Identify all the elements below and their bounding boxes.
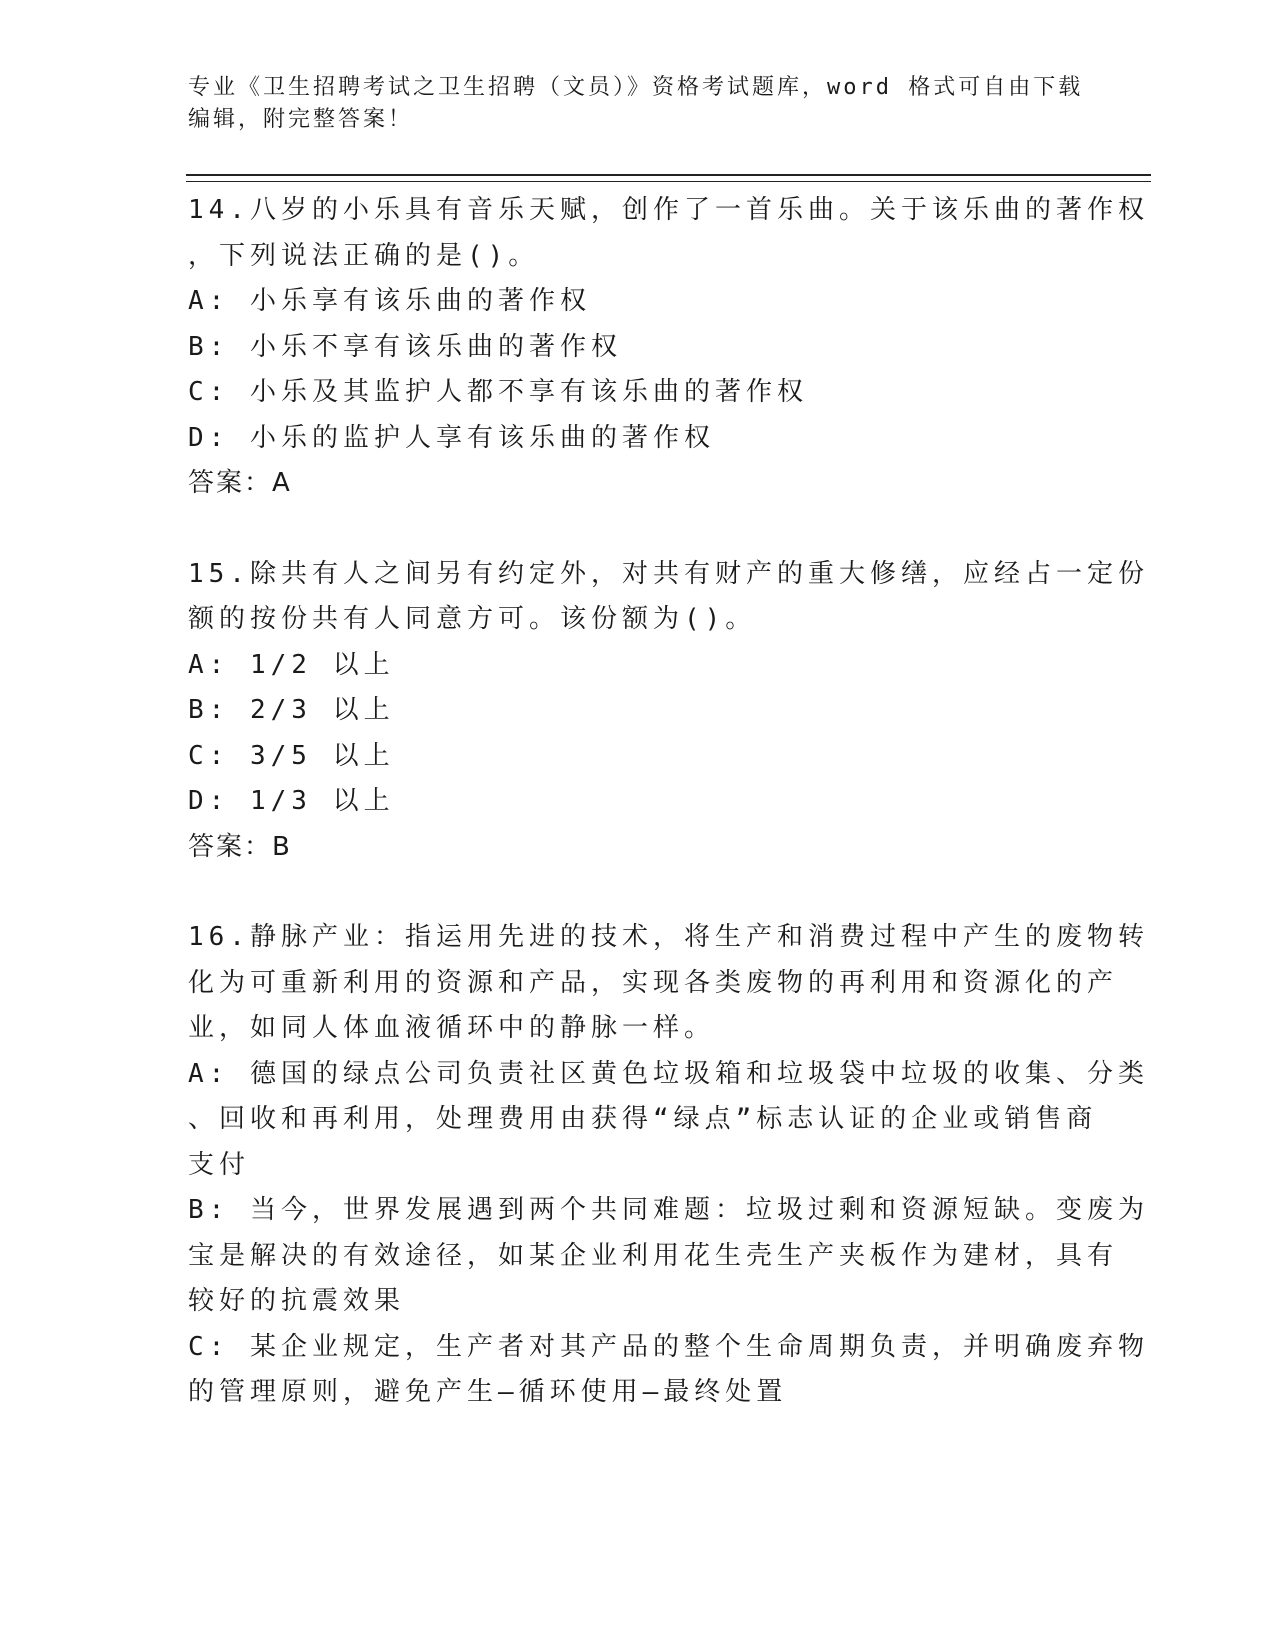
option-c: C: 小乐及其监护人都不享有该乐曲的著作权 [188,377,808,407]
option-b-line: 宝是解决的有效途径，如某企业利用花生壳生产夹板作为建材，具有 [188,1240,1119,1271]
option-d: D: 小乐的监护人享有该乐曲的著作权 [188,422,715,453]
option-c-line: C: 某企业规定，生产者对其产品的整个生命周期负责，并明确废弃物 [188,1331,1149,1362]
option-b-line: 较好的抗震效果 [188,1286,406,1316]
option-a: A: 1/2 以上 [188,649,395,680]
document-header [188,72,1088,136]
option-c-line: 的管理原则，避免产生—循环使用—最终处置 [188,1377,788,1407]
question-stem-line: 14.八岁的小乐具有音乐天赋，创作了一首乐曲。关于该乐曲的著作权 [188,195,1149,225]
question-stem-line: 15.除共有人之间另有约定外，对共有财产的重大修缮，应经占一定份 [188,558,1149,589]
header-line-2: 编辑，附完整答案！ [188,107,414,132]
question-stem-line: 额的按份共有人同意方可。该份额为()。 [188,604,757,634]
header-divider-thin [186,181,1151,182]
option-b-line: B: 当今，世界发展遇到两个共同难题：垃圾过剩和资源短缺。变废为 [188,1195,1149,1225]
answer-line: 答案：A [188,468,292,498]
question-stem-line: 16.静脉产业：指运用先进的技术，将生产和消费过程中产生的废物转 [188,922,1149,952]
header-divider-thick [186,174,1151,176]
option-b: B: 小乐不享有该乐曲的著作权 [188,331,622,362]
answer-line: 答案：B [188,831,292,862]
option-a: A: 小乐享有该乐曲的著作权 [188,286,591,316]
question-stem-line: 化为可重新利用的资源和产品，实现各类废物的再利用和资源化的产 [188,967,1119,998]
question-15 [188,552,1149,871]
question-stem-line: ，下列说法正确的是()。 [188,240,540,271]
option-a-line: 支付 [188,1149,251,1180]
header-line-1: 专业《卫生招聘考试之卫生招聘（文员）》资格考试题库，word 格式可自由下载 [188,75,1084,100]
option-d: D: 1/3 以上 [188,786,395,816]
option-b: B: 2/3 以上 [188,695,395,725]
question-stem-line: 业，如同人体血液循环中的静脉一样。 [188,1013,716,1043]
option-a-line: A: 德国的绿点公司负责社区黄色垃圾箱和垃圾袋中垃圾的收集、分类 [188,1058,1149,1089]
question-14 [188,188,1149,507]
option-a-line: 、回收和再利用，处理费用由获得“绿点”标志认证的企业或销售商 [188,1104,1098,1134]
option-c: C: 3/5 以上 [188,740,395,771]
question-16 [188,915,1149,1416]
question-list [188,188,1149,1416]
